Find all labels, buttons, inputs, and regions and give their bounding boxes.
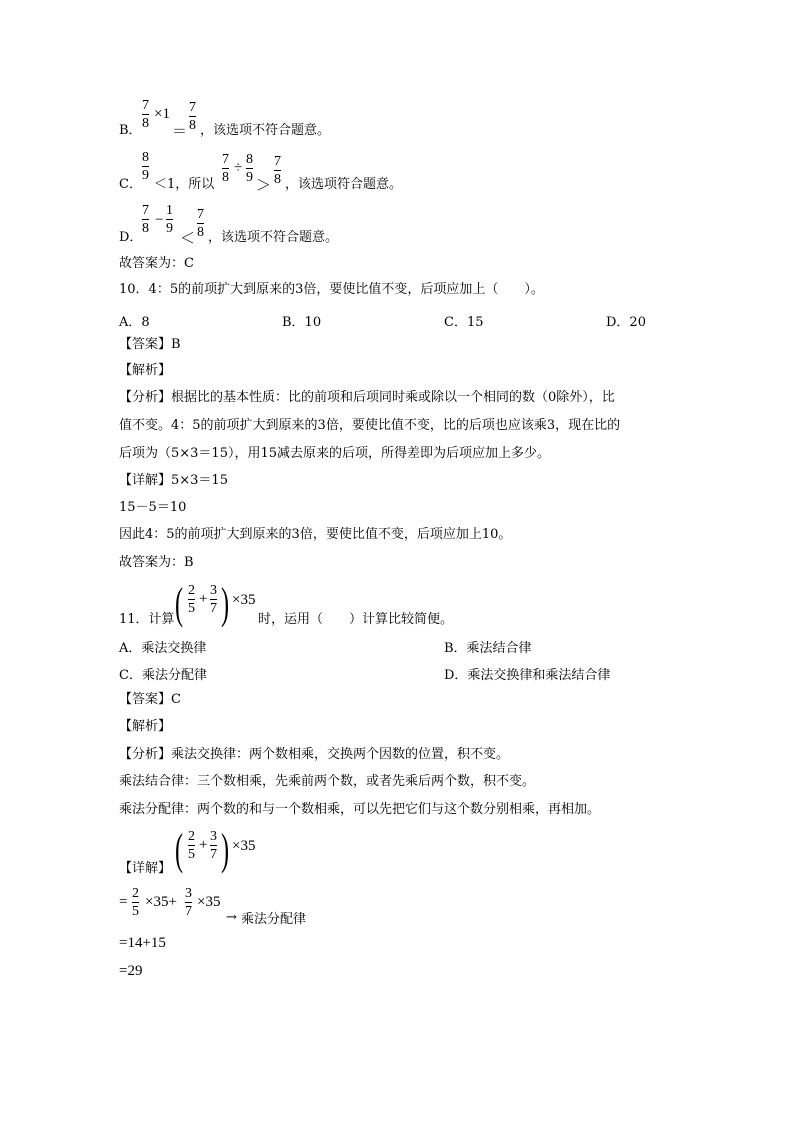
option-b-text: ，该选项不符合题意。: [200, 123, 331, 138]
q11-analysis-line: 乘法分配律：两个数的和与一个数相乘，可以先把它们与这个数分别相乘，再相加。: [119, 802, 601, 817]
q11-option-a: A．乘法交换律: [119, 641, 207, 656]
divide-sign: ÷: [234, 160, 243, 176]
q10-analysis-label: 【解析】: [119, 363, 172, 378]
plus-sign: +: [199, 591, 208, 607]
right-paren: ): [221, 825, 230, 874]
fraction: 2 5: [188, 583, 195, 616]
fraction: 7 8: [222, 152, 229, 185]
fraction: 7 8: [142, 98, 149, 131]
right-paren: ): [221, 579, 230, 628]
step-2: =14+15: [119, 935, 166, 951]
fraction: 3 7: [210, 583, 217, 616]
q11-analysis-label: 【解析】: [119, 719, 172, 734]
fraction: 2 5: [188, 829, 195, 862]
left-paren: (: [175, 579, 184, 628]
arrow-right-icon: →: [226, 910, 237, 925]
fraction: 3 7: [185, 886, 192, 919]
times-35: ×35: [232, 592, 256, 608]
fraction: 7 8: [142, 203, 149, 236]
q11-option-c: C．乘法分配律: [119, 668, 207, 683]
fraction: 3 7: [210, 829, 217, 862]
q11-answer: 【答案】C: [119, 692, 181, 707]
step-3: =29: [119, 963, 143, 979]
times-35: ×35: [197, 894, 221, 910]
q11-option-b: B．乘法结合律: [444, 641, 532, 656]
option-b-prefix: B．: [119, 123, 142, 138]
q11-prefix: 11．计算: [119, 612, 175, 627]
q10-analysis-line: 值不变。4：5的前项扩大到原来的3倍，要使比值不变，比的后项也应该乘3，现在比的: [119, 418, 621, 433]
option-d-prefix: D．: [119, 230, 143, 245]
q9-answer-line: 故答案为：C: [119, 256, 194, 271]
step-note: 乘法分配律: [241, 912, 307, 927]
plus-sign: +: [199, 837, 208, 853]
q10-option-b: B．10: [282, 315, 322, 330]
q11-analysis-line: 乘法结合律：三个数相乘，先乘前两个数，或者先乘后两个数，积不变。: [119, 774, 536, 789]
fraction: 2 5: [132, 886, 139, 919]
q10-option-a: A．8: [119, 315, 150, 330]
q11-analysis-line: 【分析】乘法交换律：两个数相乘，交换两个因数的位置，积不变。: [119, 747, 510, 762]
fraction: 7 8: [189, 100, 196, 133]
less-than-sign: ＜: [180, 231, 196, 247]
fraction: 7 8: [274, 154, 281, 187]
q10-detail-line: 故答案为：B: [119, 555, 194, 570]
q10-detail-line: 因此4：5的前项扩大到原来的3倍，要使比值不变，后项应加上10。: [119, 527, 512, 542]
greater-than-sign: ＞: [256, 178, 272, 194]
minus-sign: −: [155, 212, 164, 228]
less-than-text: ＜1，所以: [154, 177, 215, 192]
q11-option-d: D．乘法交换律和乘法结合律: [444, 668, 611, 683]
q10-detail-line: 15－5＝10: [119, 500, 187, 515]
option-c-text: ，该选项符合题意。: [285, 177, 403, 192]
fraction: 8 9: [142, 150, 149, 183]
option-c-prefix: C．: [119, 177, 142, 192]
fraction: 7 8: [197, 207, 204, 240]
q10-detail-line: 【详解】5×3＝15: [119, 473, 228, 488]
q10-option-c: C．15: [444, 315, 484, 330]
q11-detail-label: 【详解】: [119, 861, 172, 876]
times-one: ×1: [154, 106, 170, 122]
q10-option-d: D．20: [606, 315, 646, 330]
equals-sign: ＝: [172, 124, 188, 140]
left-paren: (: [175, 825, 184, 874]
fraction: 1 9: [166, 203, 173, 236]
fraction: 8 9: [246, 152, 253, 185]
q10-analysis-line: 【分析】根据比的基本性质：比的前项和后项同时乘或除以一个相同的数（0除外），比: [119, 390, 615, 405]
q11-suffix: 时，运用（ ）计算比较简便。: [258, 612, 454, 627]
option-d-text: ，该选项不符合题意。: [208, 230, 339, 245]
times-35-plus: ×35+: [145, 894, 177, 910]
q10-analysis-line: 后项为（5×3＝15），用15减去原来的后项，所得差即为后项应加上多少。: [119, 446, 551, 461]
times-35: ×35: [232, 838, 256, 854]
q10-question: 10．4：5的前项扩大到原来的3倍，要使比值不变，后项应加上（ ）。: [119, 282, 544, 297]
equals-sign: =: [119, 894, 128, 910]
q10-answer: 【答案】B: [119, 337, 181, 352]
